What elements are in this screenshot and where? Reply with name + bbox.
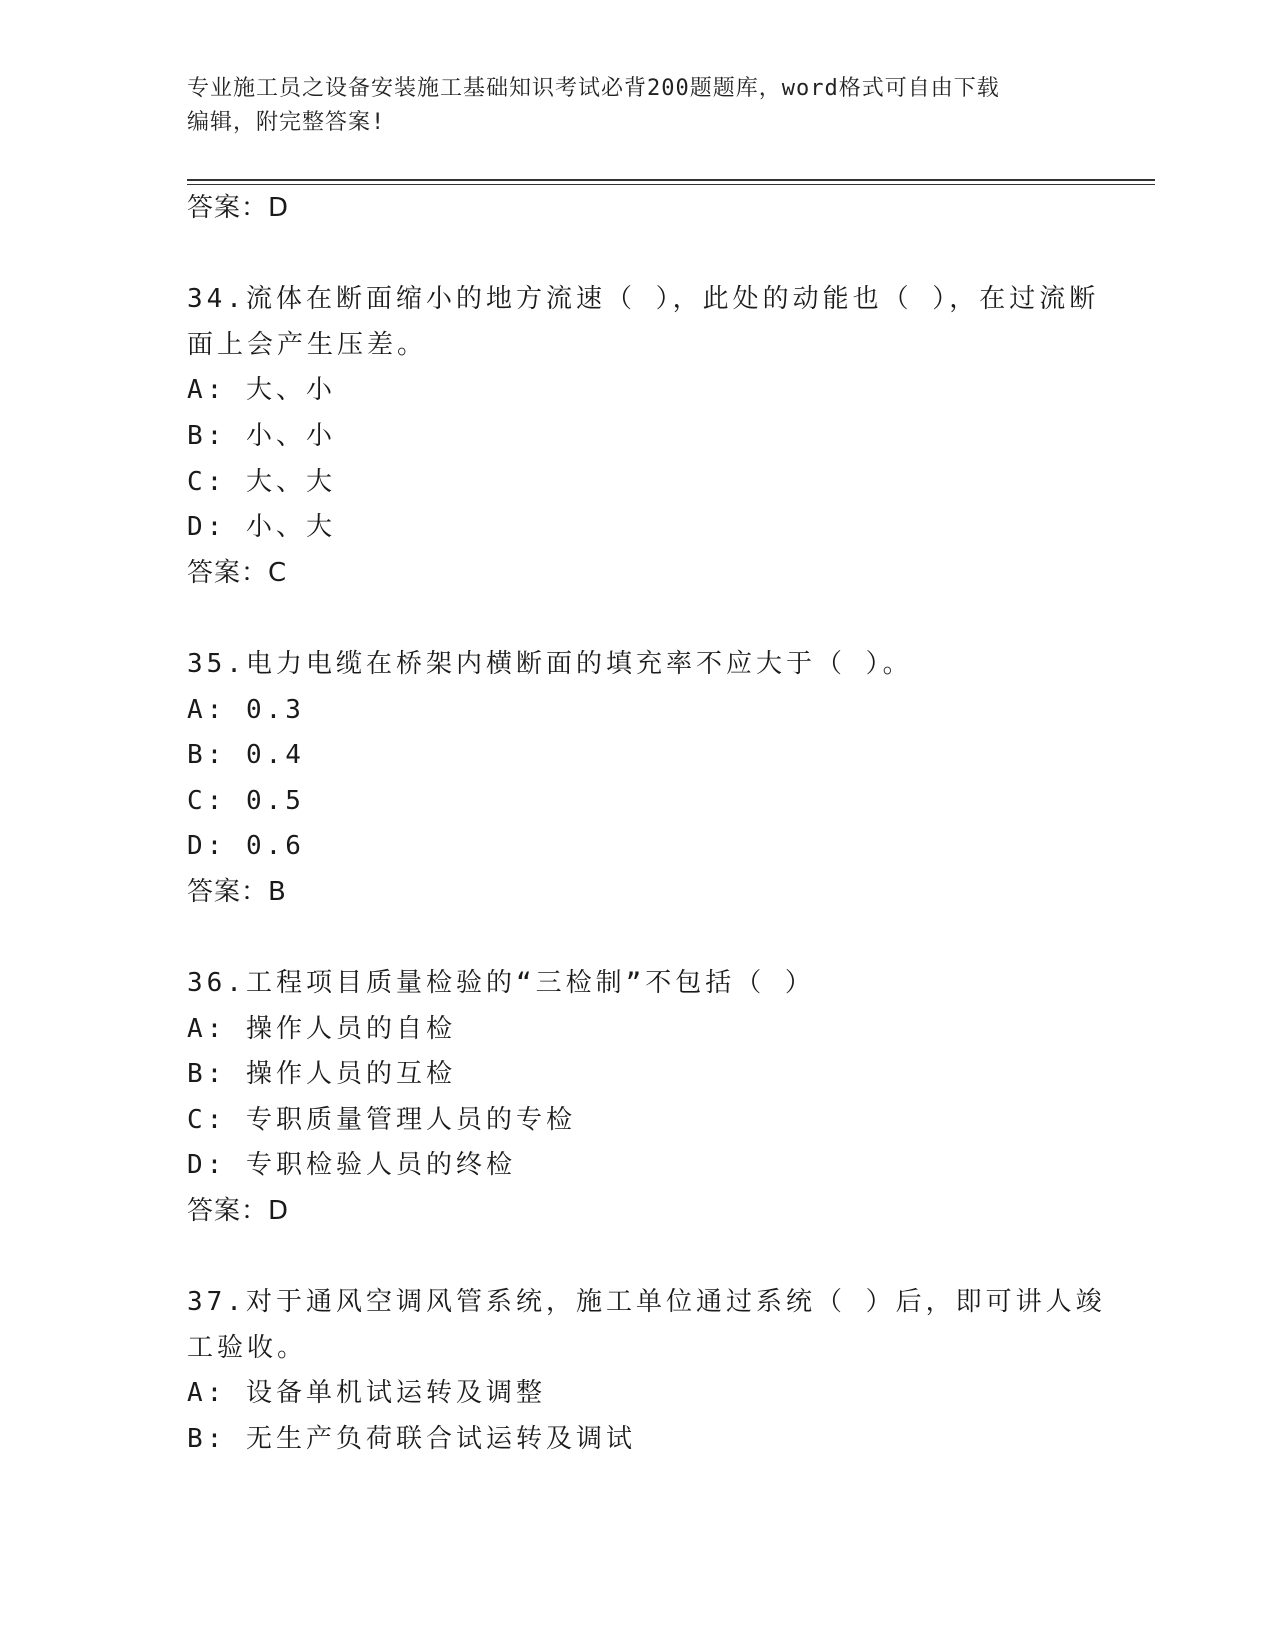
question-stem: 37.对于通风空调风管系统，施工单位通过系统（ ）后，即可讲人竣 <box>187 1287 1106 1318</box>
question-block <box>187 642 1087 916</box>
option-d: D: 专职检验人员的终检 <box>187 1150 516 1181</box>
question-block <box>187 1280 1106 1462</box>
header-divider-thin <box>187 184 1155 185</box>
option-a: A: 操作人员的自检 <box>187 1013 456 1044</box>
option-c: C: 0.5 <box>187 785 305 816</box>
question-stem: 34.流体在断面缩小的地方流速（ ），此处的动能也（ ），在过流断 <box>187 284 1100 315</box>
spacer <box>187 1235 1087 1281</box>
answer-line: 答案：D <box>187 193 290 223</box>
option-b: B: 0.4 <box>187 740 305 771</box>
option-a: A: 大、小 <box>187 375 336 406</box>
option-a: A: 设备单机试运转及调整 <box>187 1378 546 1409</box>
question-stem: 工验收。 <box>187 1332 308 1363</box>
option-b: B: 操作人员的互检 <box>187 1059 456 1090</box>
question-stem: 35.电力电缆在桥架内横断面的填充率不应大于（ ）。 <box>187 648 913 679</box>
spacer <box>187 916 1087 962</box>
answer-line: 答案：D <box>187 1196 290 1227</box>
option-b: B: 小、小 <box>187 420 336 451</box>
option-d: D: 0.6 <box>187 831 305 862</box>
option-b: B: 无生产负荷联合试运转及调试 <box>187 1424 636 1455</box>
option-c: C: 专职质量管理人员的专检 <box>187 1104 576 1135</box>
question-block <box>187 961 1087 1235</box>
document-header <box>187 72 1067 140</box>
question-stem: 36.工程项目质量检验的“三检制”不包括（ ） <box>187 968 815 999</box>
option-d: D: 小、大 <box>187 512 336 543</box>
question-block <box>187 277 1100 596</box>
option-c: C: 大、大 <box>187 466 336 497</box>
spacer <box>187 232 1087 278</box>
answer-line: 答案：B <box>187 876 287 907</box>
option-a: A: 0.3 <box>187 694 305 725</box>
answer-line: 答案：C <box>187 557 288 588</box>
header-divider-thick <box>187 179 1155 181</box>
spacer <box>187 596 1087 642</box>
header-title-line-1: 专业施工员之设备安装施工基础知识考试必背200题题库，word格式可自由下载 <box>187 76 1000 101</box>
question-list <box>187 186 1106 1463</box>
header-title-line-2: 编辑，附完整答案! <box>187 110 386 135</box>
question-stem: 面上会产生压差。 <box>187 329 428 360</box>
